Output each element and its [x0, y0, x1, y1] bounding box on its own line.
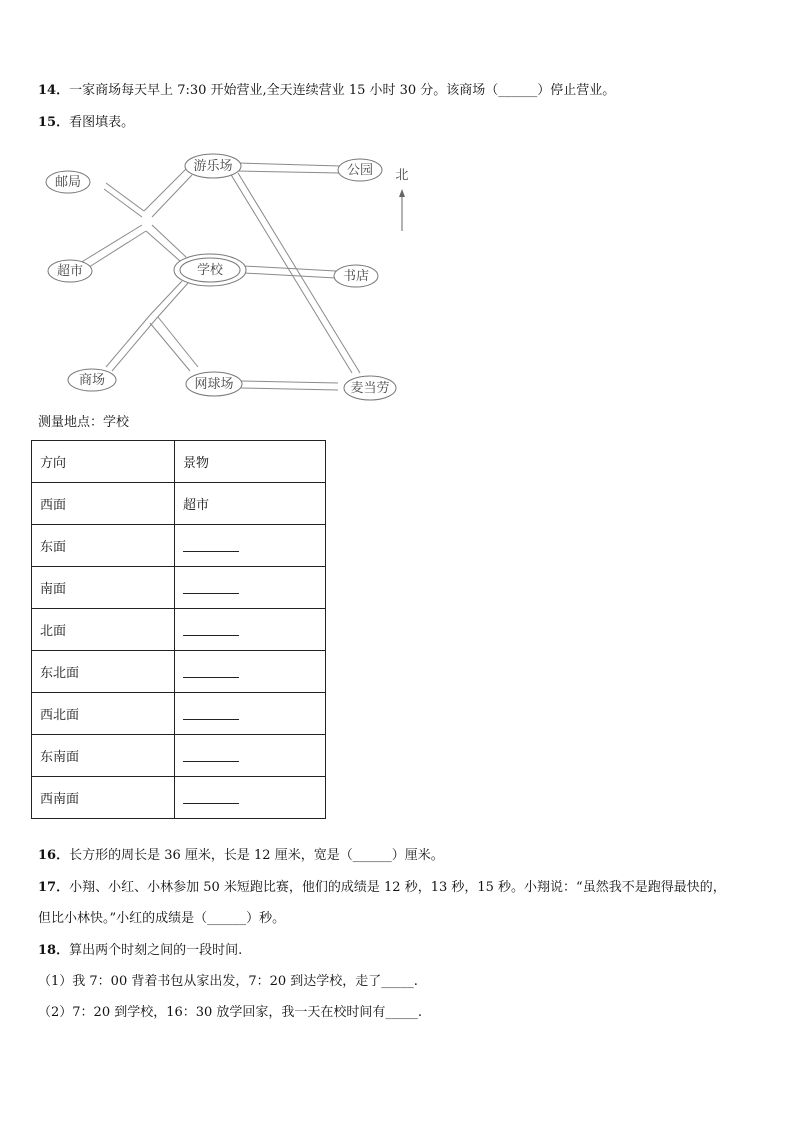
landmark-cell — [175, 609, 326, 651]
question-18 — [38, 942, 242, 960]
direction-map — [40, 145, 410, 405]
question-number: 15． — [38, 115, 70, 130]
place-post: 邮局 — [54, 175, 82, 190]
place-supermarket: 超市 — [56, 264, 84, 279]
road-junction-tennis-b — [158, 317, 198, 367]
question-17 — [38, 879, 726, 897]
place-school: 学校 — [196, 263, 224, 278]
place-mall: 商场 — [78, 373, 106, 388]
question-17-continuation: 但比小林快。”小红的成绩是（______）秒。 — [38, 911, 286, 926]
question-text: 一家商场每天早上 7:30 开始营业,全天连续营业 15 小时 30 分。该商场（______）停止营业。 — [69, 83, 616, 98]
answer-blank[interactable] — [183, 707, 239, 720]
direction-cell: 东北面 — [32, 651, 175, 693]
question-number: 18． — [38, 943, 70, 958]
table-row — [32, 651, 326, 693]
landmark-cell — [175, 777, 326, 819]
direction-cell: 西面 — [32, 483, 175, 525]
place-amusement: 游乐场 — [193, 159, 233, 174]
road-junction-supermarket — [80, 225, 142, 263]
answer-blank[interactable] — [183, 623, 239, 636]
table-row — [32, 693, 326, 735]
question-15 — [38, 114, 134, 132]
header-direction: 方向 — [32, 441, 175, 483]
road-tennis-mcd-b — [240, 388, 338, 390]
table-row — [32, 735, 326, 777]
road-junction-tennis — [150, 323, 190, 371]
road-post-junction-b — [104, 189, 142, 217]
question-number: 17． — [38, 880, 70, 895]
question-number: 16． — [38, 848, 70, 863]
road-post-junction — [106, 183, 144, 211]
question-18-part-1: （1）我 7：00 背着书包从家出发，7：20 到达学校，走了_____. — [38, 974, 418, 989]
road-junction-mall — [106, 315, 150, 367]
answer-blank[interactable] — [183, 791, 239, 804]
road-junction-amusement — [144, 167, 188, 211]
landmark-cell — [175, 735, 326, 777]
answer-blank[interactable] — [183, 581, 239, 594]
answer-blank[interactable] — [183, 665, 239, 678]
road-junction-mall-b — [112, 319, 156, 371]
answer-blank[interactable] — [183, 539, 239, 552]
table-row — [32, 567, 326, 609]
answer-blank[interactable] — [183, 749, 239, 762]
north-label: 北 — [395, 168, 409, 183]
question-14 — [38, 82, 615, 100]
road-school-south-b — [156, 283, 188, 319]
question-16 — [38, 847, 444, 865]
road-junction-supermarket-b — [86, 231, 146, 269]
direction-table — [31, 440, 326, 819]
table-row — [32, 525, 326, 567]
question-text-line1: 小翔、小红、小林参加 50 米短跑比赛，他们的成绩是 12 秒，13 秒，15 秒。小翔说：“虽然我不是跑得最快的， — [69, 880, 726, 895]
question-text: 长方形的周长是 36 厘米，长是 12 厘米，宽是（______）厘米。 — [69, 848, 444, 863]
question-18-part-2: （2）7：20 到学校，16：30 放学回家，我一天在校时间有_____. — [38, 1005, 423, 1020]
place-bookstore: 书店 — [342, 269, 370, 284]
road-amusement-park — [238, 163, 340, 166]
question-text: 算出两个时刻之间的一段时间. — [69, 943, 243, 958]
road-amusement-park-b — [238, 171, 340, 173]
table-row — [32, 483, 326, 525]
landmark-cell — [175, 651, 326, 693]
question-text: 看图填表。 — [69, 115, 135, 130]
header-landmark: 景物 — [175, 441, 326, 483]
road-school-bookstore-b — [244, 273, 336, 278]
direction-cell: 东南面 — [32, 735, 175, 777]
measure-location-label: 测量地点：学校 — [38, 415, 130, 430]
landmark-cell — [175, 567, 326, 609]
place-mcdonalds: 麦当劳 — [350, 381, 390, 396]
direction-cell: 西北面 — [32, 693, 175, 735]
landmark-cell — [175, 693, 326, 735]
question-number: 14． — [38, 83, 70, 98]
table-row — [32, 777, 326, 819]
north-arrow-icon — [399, 189, 405, 231]
direction-cell: 南面 — [32, 567, 175, 609]
place-tennis: 网球场 — [194, 377, 234, 392]
landmark-cell — [175, 525, 326, 567]
table-row — [32, 609, 326, 651]
direction-cell: 东面 — [32, 525, 175, 567]
place-park: 公园 — [346, 163, 374, 178]
road-junction-amusement-b — [152, 175, 192, 217]
direction-cell: 西南面 — [32, 777, 175, 819]
direction-cell: 北面 — [32, 609, 175, 651]
road-school-bookstore — [244, 266, 336, 271]
road-tennis-mcd — [240, 381, 338, 383]
road-school-south — [150, 281, 182, 315]
table-header-row — [32, 441, 326, 483]
landmark-cell: 超市 — [175, 483, 326, 525]
